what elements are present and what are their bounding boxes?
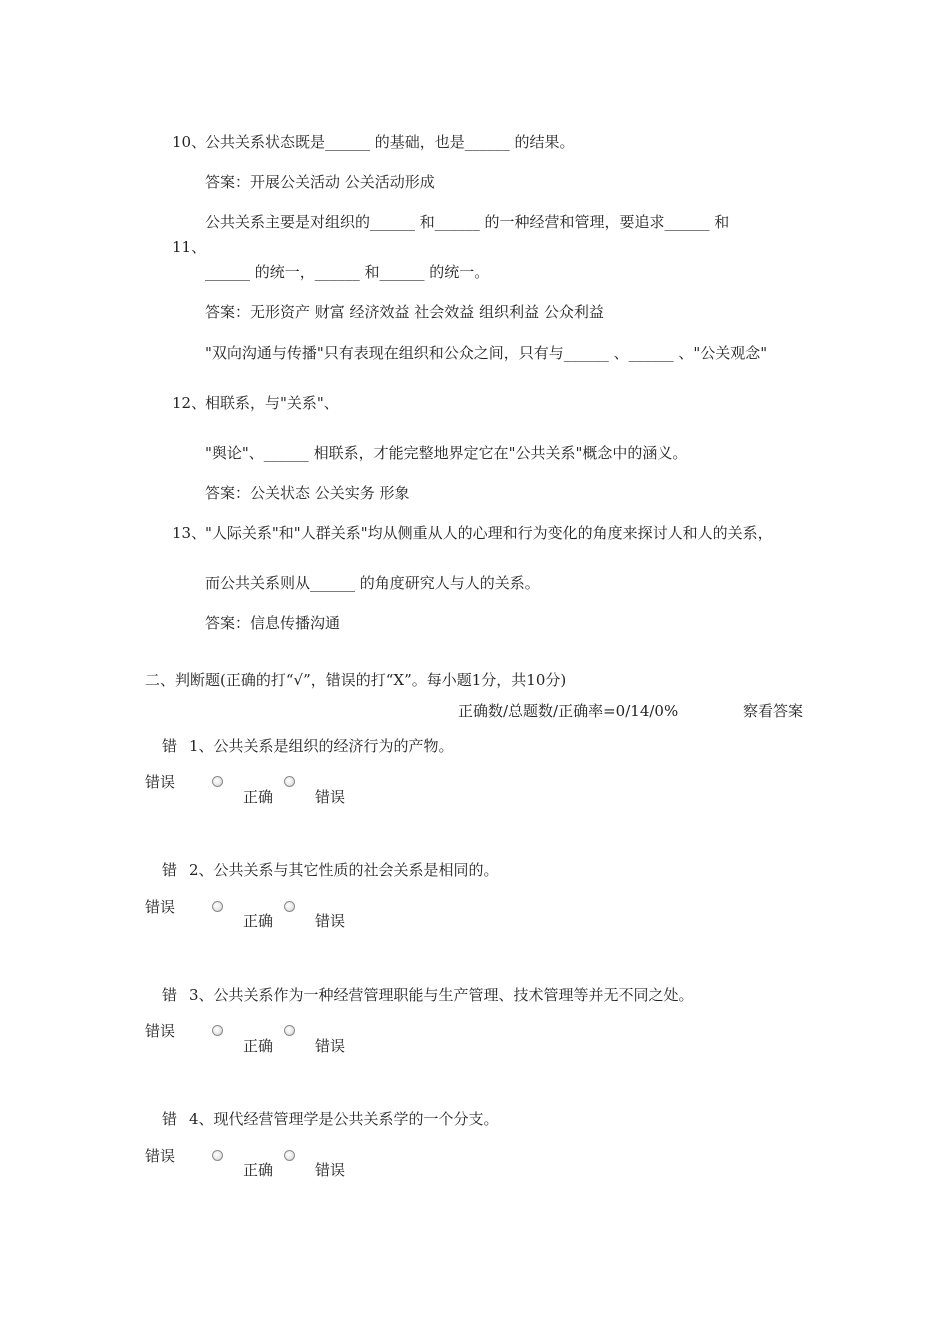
q4-answer-label: 错误 — [145, 1147, 176, 1165]
q12-text-line2: 相联系，与"关系"、 — [205, 394, 339, 412]
q13-number: 13、 — [172, 524, 207, 542]
q2-true-radio[interactable] — [212, 901, 223, 912]
q4-true-label: 正确 — [243, 1161, 274, 1179]
q1-result-mark: 错 — [162, 737, 178, 755]
q12-number: 12、 — [172, 394, 207, 412]
q1-false-radio[interactable] — [284, 776, 295, 787]
q3-true-label: 正确 — [243, 1037, 274, 1055]
q10-number: 10、 — [172, 133, 207, 151]
q1-answer-label: 错误 — [145, 773, 176, 791]
q3-question-text: 3、公共关系作为一种经营管理职能与生产管理、技术管理等并无不同之处。 — [189, 986, 694, 1004]
q13-text-line1: "人际关系"和"人群关系"均从侧重从人的心理和行为变化的角度来探讨人和人的关系， — [205, 524, 773, 542]
q1-true-radio[interactable] — [212, 776, 223, 787]
q2-false-radio[interactable] — [284, 901, 295, 912]
q11-answer: 答案：无形资产 财富 经济效益 社会效益 组织利益 公众利益 — [205, 303, 604, 321]
q12-text-line3: "舆论"、______ 相联系，才能完整地界定它在"公共关系"概念中的涵义。 — [205, 444, 688, 462]
q2-true-label: 正确 — [243, 912, 274, 930]
q12-answer: 答案：公关状态 公关实务 形象 — [205, 484, 410, 502]
q4-result-mark: 错 — [162, 1110, 178, 1128]
q3-false-label: 错误 — [315, 1037, 346, 1055]
q1-true-label: 正确 — [243, 788, 274, 806]
score-stats: 正确数/总题数/正确率=0/14/0% — [458, 702, 679, 720]
q13-text-line2: 而公共关系则从______ 的角度研究人与人的关系。 — [205, 574, 540, 592]
q3-true-radio[interactable] — [212, 1025, 223, 1036]
view-answer-link[interactable]: 察看答案 — [743, 702, 804, 720]
q4-true-radio[interactable] — [212, 1150, 223, 1161]
q4-false-radio[interactable] — [284, 1150, 295, 1161]
q4-question-text: 4、现代经营管理学是公共关系学的一个分支。 — [189, 1110, 499, 1128]
q10-answer: 答案：开展公关活动 公关活动形成 — [205, 173, 435, 191]
q2-question-text: 2、公共关系与其它性质的社会关系是相同的。 — [189, 861, 499, 879]
q11-text-line1: 公共关系主要是对组织的______ 和______ 的一种经营和管理，要追求______ 和 — [205, 213, 730, 231]
q1-false-label: 错误 — [315, 788, 346, 806]
q3-result-mark: 错 — [162, 986, 178, 1004]
q11-text-line2: ______ 的统一，______ 和______ 的统一。 — [205, 263, 490, 281]
section-heading-judge: 二、判断题(正确的打“√”，错误的打“X”。每小题1分，共10分) — [145, 671, 567, 689]
q4-false-label: 错误 — [315, 1161, 346, 1179]
q3-false-radio[interactable] — [284, 1025, 295, 1036]
q12-text-line1: "双向沟通与传播"只有表现在组织和公众之间，只有与______ 、______ 、"公关观念" — [205, 344, 768, 362]
q2-false-label: 错误 — [315, 912, 346, 930]
q11-number: 11、 — [172, 238, 207, 256]
q1-question-text: 1、公共关系是组织的经济行为的产物。 — [189, 737, 454, 755]
q3-answer-label: 错误 — [145, 1022, 176, 1040]
q2-result-mark: 错 — [162, 861, 178, 879]
q2-answer-label: 错误 — [145, 898, 176, 916]
q13-answer: 答案：信息传播沟通 — [205, 614, 341, 632]
q10-text: 公共关系状态既是______ 的基础，也是______ 的结果。 — [205, 133, 575, 151]
